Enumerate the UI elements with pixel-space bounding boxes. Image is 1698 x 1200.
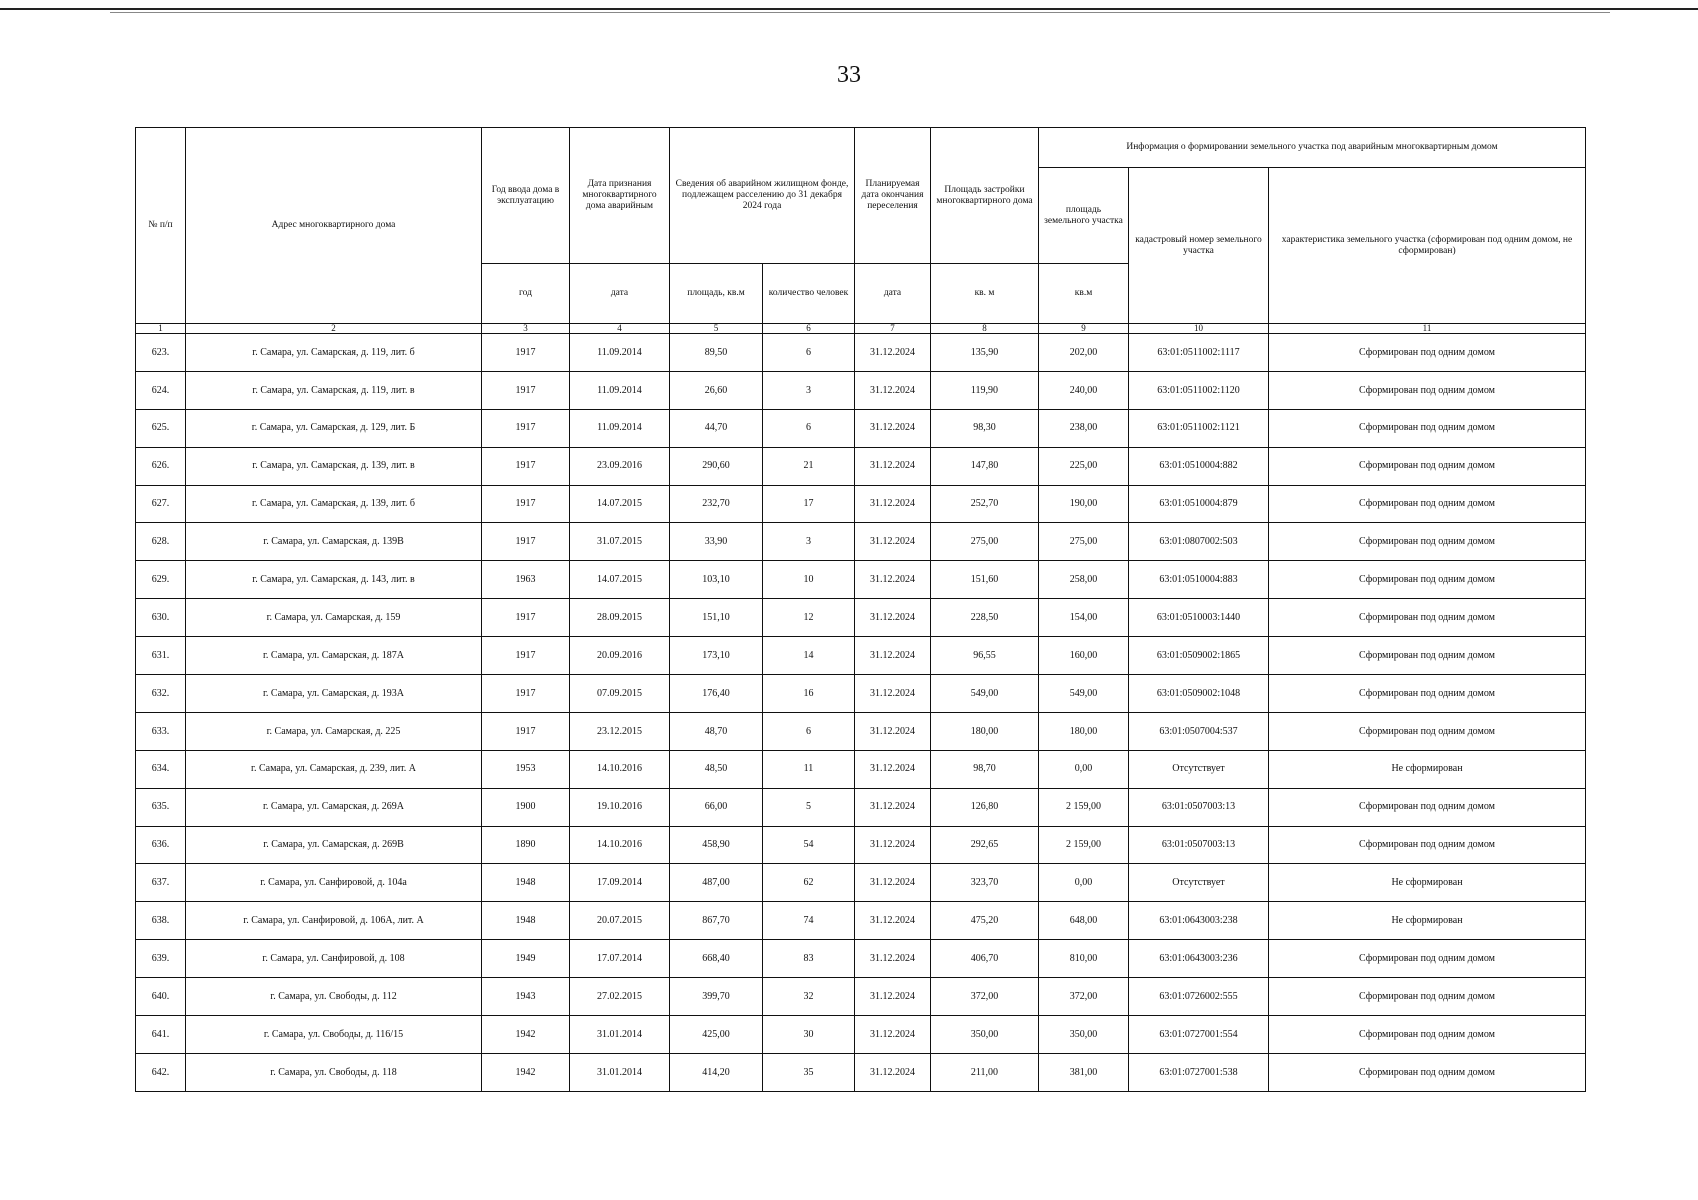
header-address: Адрес многоквартирного дома <box>186 128 482 324</box>
land-area-cell: 372,00 <box>1039 978 1129 1016</box>
building-area-cell: 98,70 <box>931 750 1039 788</box>
land-area-cell: 2 159,00 <box>1039 788 1129 826</box>
land-area-cell: 190,00 <box>1039 485 1129 523</box>
cadastral-cell: 63:01:0510004:879 <box>1129 485 1269 523</box>
planned-date-cell: 31.12.2024 <box>855 788 931 826</box>
table-row <box>136 826 1586 864</box>
people-cell: 74 <box>763 902 855 940</box>
table-row <box>136 637 1586 675</box>
header-land-character: характеристика земельного участка (сформирован под одним домом, не сформирован) <box>1269 168 1586 324</box>
planned-date-cell: 31.12.2024 <box>855 826 931 864</box>
unit-area: площадь, кв.м <box>670 264 763 324</box>
row-number: 623. <box>136 334 186 372</box>
planned-date-cell: 31.12.2024 <box>855 637 931 675</box>
header-land-area: площадь земельного участка <box>1039 168 1129 264</box>
date-cell: 31.01.2014 <box>570 1016 670 1054</box>
planned-date-cell: 31.12.2024 <box>855 940 931 978</box>
people-cell: 21 <box>763 447 855 485</box>
address-cell: г. Самара, ул. Самарская, д. 139, лит. б <box>186 485 482 523</box>
date-cell: 31.07.2015 <box>570 523 670 561</box>
row-number: 632. <box>136 675 186 713</box>
address-cell: г. Самара, ул. Самарская, д. 139В <box>186 523 482 561</box>
planned-date-cell: 31.12.2024 <box>855 712 931 750</box>
area-cell: 867,70 <box>670 902 763 940</box>
land-area-cell: 258,00 <box>1039 561 1129 599</box>
area-cell: 414,20 <box>670 1053 763 1091</box>
building-area-cell: 275,00 <box>931 523 1039 561</box>
table-row <box>136 523 1586 561</box>
area-cell: 89,50 <box>670 334 763 372</box>
land-status-cell: Сформирован под одним домом <box>1269 409 1586 447</box>
people-cell: 6 <box>763 409 855 447</box>
planned-date-cell: 31.12.2024 <box>855 409 931 447</box>
table-row <box>136 750 1586 788</box>
unit-land-area: кв.м <box>1039 264 1129 324</box>
building-area-cell: 292,65 <box>931 826 1039 864</box>
land-area-cell: 275,00 <box>1039 523 1129 561</box>
header-emergency-info: Сведения об аварийном жилищном фонде, подлежащем расселению до 31 декабря 2024 года <box>670 128 855 264</box>
emergency-housing-table <box>135 127 1586 1092</box>
area-cell: 487,00 <box>670 864 763 902</box>
area-cell: 399,70 <box>670 978 763 1016</box>
table-body <box>136 334 1586 1092</box>
land-area-cell: 350,00 <box>1039 1016 1129 1054</box>
cadastral-cell: 63:01:0726002:555 <box>1129 978 1269 1016</box>
date-cell: 11.09.2014 <box>570 371 670 409</box>
column-number: 2 <box>186 324 482 334</box>
land-status-cell: Не сформирован <box>1269 902 1586 940</box>
year-cell: 1948 <box>482 902 570 940</box>
people-cell: 54 <box>763 826 855 864</box>
land-status-cell: Сформирован под одним домом <box>1269 940 1586 978</box>
year-cell: 1917 <box>482 334 570 372</box>
table-row <box>136 447 1586 485</box>
table-row <box>136 1016 1586 1054</box>
row-number: 642. <box>136 1053 186 1091</box>
land-area-cell: 160,00 <box>1039 637 1129 675</box>
cadastral-cell: 63:01:0511002:1120 <box>1129 371 1269 409</box>
land-status-cell: Сформирован под одним домом <box>1269 447 1586 485</box>
address-cell: г. Самара, ул. Самарская, д. 143, лит. в <box>186 561 482 599</box>
building-area-cell: 475,20 <box>931 902 1039 940</box>
table-row <box>136 409 1586 447</box>
header-building-area: Площадь застройки многоквартирного дома <box>931 128 1039 264</box>
building-area-cell: 252,70 <box>931 485 1039 523</box>
date-cell: 07.09.2015 <box>570 675 670 713</box>
table-row <box>136 485 1586 523</box>
land-area-cell: 0,00 <box>1039 864 1129 902</box>
year-cell: 1917 <box>482 637 570 675</box>
cadastral-cell: 63:01:0727001:554 <box>1129 1016 1269 1054</box>
area-cell: 290,60 <box>670 447 763 485</box>
year-cell: 1917 <box>482 447 570 485</box>
unit-year: год <box>482 264 570 324</box>
people-cell: 3 <box>763 371 855 409</box>
date-cell: 27.02.2015 <box>570 978 670 1016</box>
table-row <box>136 561 1586 599</box>
area-cell: 26,60 <box>670 371 763 409</box>
table-row <box>136 978 1586 1016</box>
table-row <box>136 599 1586 637</box>
header-num: № п/п <box>136 128 186 324</box>
land-status-cell: Сформирован под одним домом <box>1269 637 1586 675</box>
people-cell: 3 <box>763 523 855 561</box>
date-cell: 11.09.2014 <box>570 334 670 372</box>
land-status-cell: Не сформирован <box>1269 750 1586 788</box>
row-number: 640. <box>136 978 186 1016</box>
cadastral-cell: 63:01:0511002:1121 <box>1129 409 1269 447</box>
year-cell: 1917 <box>482 485 570 523</box>
area-cell: 48,50 <box>670 750 763 788</box>
column-number: 1 <box>136 324 186 334</box>
building-area-cell: 135,90 <box>931 334 1039 372</box>
land-area-cell: 154,00 <box>1039 599 1129 637</box>
land-status-cell: Сформирован под одним домом <box>1269 561 1586 599</box>
planned-date-cell: 31.12.2024 <box>855 1053 931 1091</box>
column-number: 7 <box>855 324 931 334</box>
land-area-cell: 648,00 <box>1039 902 1129 940</box>
people-cell: 32 <box>763 978 855 1016</box>
date-cell: 17.07.2014 <box>570 940 670 978</box>
year-cell: 1917 <box>482 371 570 409</box>
date-cell: 14.10.2016 <box>570 826 670 864</box>
land-area-cell: 202,00 <box>1039 334 1129 372</box>
people-cell: 30 <box>763 1016 855 1054</box>
planned-date-cell: 31.12.2024 <box>855 371 931 409</box>
cadastral-cell: 63:01:0510003:1440 <box>1129 599 1269 637</box>
row-number: 636. <box>136 826 186 864</box>
address-cell: г. Самара, ул. Самарская, д. 269А <box>186 788 482 826</box>
date-cell: 20.07.2015 <box>570 902 670 940</box>
people-cell: 5 <box>763 788 855 826</box>
column-number: 8 <box>931 324 1039 334</box>
address-cell: г. Самара, ул. Самарская, д. 159 <box>186 599 482 637</box>
people-cell: 62 <box>763 864 855 902</box>
land-status-cell: Сформирован под одним домом <box>1269 523 1586 561</box>
address-cell: г. Самара, ул. Самарская, д. 119, лит. б <box>186 334 482 372</box>
year-cell: 1942 <box>482 1053 570 1091</box>
cadastral-cell: 63:01:0643003:236 <box>1129 940 1269 978</box>
column-number: 6 <box>763 324 855 334</box>
land-status-cell: Сформирован под одним домом <box>1269 978 1586 1016</box>
building-area-cell: 98,30 <box>931 409 1039 447</box>
table-row <box>136 788 1586 826</box>
unit-people: количество человек <box>763 264 855 324</box>
land-area-cell: 549,00 <box>1039 675 1129 713</box>
cadastral-cell: Отсутствует <box>1129 864 1269 902</box>
cadastral-cell: 63:01:0807002:503 <box>1129 523 1269 561</box>
area-cell: 232,70 <box>670 485 763 523</box>
address-cell: г. Самара, ул. Самарская, д. 193А <box>186 675 482 713</box>
table-row <box>136 902 1586 940</box>
land-area-cell: 238,00 <box>1039 409 1129 447</box>
table-row <box>136 334 1586 372</box>
land-status-cell: Сформирован под одним домом <box>1269 485 1586 523</box>
area-cell: 44,70 <box>670 409 763 447</box>
people-cell: 6 <box>763 712 855 750</box>
column-number: 11 <box>1269 324 1586 334</box>
row-number: 630. <box>136 599 186 637</box>
cadastral-cell: 63:01:0643003:238 <box>1129 902 1269 940</box>
table-row <box>136 864 1586 902</box>
building-area-cell: 180,00 <box>931 712 1039 750</box>
year-cell: 1900 <box>482 788 570 826</box>
row-number: 639. <box>136 940 186 978</box>
building-area-cell: 211,00 <box>931 1053 1039 1091</box>
row-number: 638. <box>136 902 186 940</box>
area-cell: 425,00 <box>670 1016 763 1054</box>
area-cell: 173,10 <box>670 637 763 675</box>
land-area-cell: 225,00 <box>1039 447 1129 485</box>
cadastral-cell: 63:01:0510004:882 <box>1129 447 1269 485</box>
building-area-cell: 323,70 <box>931 864 1039 902</box>
header-land-info: Информация о формировании земельного участка под аварийным многоквартирным домом <box>1039 128 1586 168</box>
year-cell: 1943 <box>482 978 570 1016</box>
cadastral-cell: 63:01:0509002:1865 <box>1129 637 1269 675</box>
area-cell: 458,90 <box>670 826 763 864</box>
date-cell: 19.10.2016 <box>570 788 670 826</box>
date-cell: 14.10.2016 <box>570 750 670 788</box>
row-number: 637. <box>136 864 186 902</box>
address-cell: г. Самара, ул. Самарская, д. 129, лит. Б <box>186 409 482 447</box>
year-cell: 1917 <box>482 675 570 713</box>
year-cell: 1949 <box>482 940 570 978</box>
people-cell: 35 <box>763 1053 855 1091</box>
land-area-cell: 0,00 <box>1039 750 1129 788</box>
unit-date: дата <box>570 264 670 324</box>
planned-date-cell: 31.12.2024 <box>855 447 931 485</box>
address-cell: г. Самара, ул. Самарская, д. 239, лит. А <box>186 750 482 788</box>
land-status-cell: Сформирован под одним домом <box>1269 675 1586 713</box>
address-cell: г. Самара, ул. Санфировой, д. 106А, лит. А <box>186 902 482 940</box>
date-cell: 23.09.2016 <box>570 447 670 485</box>
year-cell: 1917 <box>482 599 570 637</box>
address-cell: г. Самара, ул. Свободы, д. 118 <box>186 1053 482 1091</box>
address-cell: г. Самара, ул. Санфировой, д. 104а <box>186 864 482 902</box>
area-cell: 151,10 <box>670 599 763 637</box>
row-number: 641. <box>136 1016 186 1054</box>
year-cell: 1917 <box>482 409 570 447</box>
header-planned-date: Планируемая дата окончания переселения <box>855 128 931 264</box>
column-number: 5 <box>670 324 763 334</box>
header-date-emergency: Дата признания многоквартирного дома аварийным <box>570 128 670 264</box>
land-status-cell: Сформирован под одним домом <box>1269 371 1586 409</box>
cadastral-cell: 63:01:0507003:13 <box>1129 826 1269 864</box>
land-status-cell: Сформирован под одним домом <box>1269 1053 1586 1091</box>
unit-build-area: кв. м <box>931 264 1039 324</box>
planned-date-cell: 31.12.2024 <box>855 485 931 523</box>
building-area-cell: 228,50 <box>931 599 1039 637</box>
area-cell: 66,00 <box>670 788 763 826</box>
area-cell: 48,70 <box>670 712 763 750</box>
building-area-cell: 147,80 <box>931 447 1039 485</box>
cadastral-cell: 63:01:0509002:1048 <box>1129 675 1269 713</box>
address-cell: г. Самара, ул. Самарская, д. 187А <box>186 637 482 675</box>
address-cell: г. Самара, ул. Самарская, д. 269В <box>186 826 482 864</box>
row-number: 633. <box>136 712 186 750</box>
address-cell: г. Самара, ул. Самарская, д. 139, лит. в <box>186 447 482 485</box>
building-area-cell: 350,00 <box>931 1016 1039 1054</box>
planned-date-cell: 31.12.2024 <box>855 902 931 940</box>
year-cell: 1942 <box>482 1016 570 1054</box>
building-area-cell: 119,90 <box>931 371 1039 409</box>
building-area-cell: 96,55 <box>931 637 1039 675</box>
cadastral-cell: 63:01:0507003:13 <box>1129 788 1269 826</box>
scan-top-border-thin <box>110 12 1610 13</box>
people-cell: 6 <box>763 334 855 372</box>
year-cell: 1963 <box>482 561 570 599</box>
land-status-cell: Сформирован под одним домом <box>1269 788 1586 826</box>
cadastral-cell: 63:01:0510004:883 <box>1129 561 1269 599</box>
date-cell: 23.12.2015 <box>570 712 670 750</box>
planned-date-cell: 31.12.2024 <box>855 334 931 372</box>
column-number: 10 <box>1129 324 1269 334</box>
table-row <box>136 940 1586 978</box>
land-status-cell: Не сформирован <box>1269 864 1586 902</box>
date-cell: 11.09.2014 <box>570 409 670 447</box>
people-cell: 14 <box>763 637 855 675</box>
date-cell: 28.09.2015 <box>570 599 670 637</box>
page-number: 33 <box>837 62 861 88</box>
people-cell: 12 <box>763 599 855 637</box>
area-cell: 176,40 <box>670 675 763 713</box>
people-cell: 83 <box>763 940 855 978</box>
header-year-built: Год ввода дома в эксплуатацию <box>482 128 570 264</box>
area-cell: 668,40 <box>670 940 763 978</box>
row-number: 627. <box>136 485 186 523</box>
land-area-cell: 381,00 <box>1039 1053 1129 1091</box>
planned-date-cell: 31.12.2024 <box>855 523 931 561</box>
year-cell: 1890 <box>482 826 570 864</box>
unit-plan-date: дата <box>855 264 931 324</box>
date-cell: 14.07.2015 <box>570 485 670 523</box>
scan-top-border <box>0 8 1698 10</box>
header-cadastral: кадастровый номер земельного участка <box>1129 168 1269 324</box>
people-cell: 17 <box>763 485 855 523</box>
row-number: 629. <box>136 561 186 599</box>
land-area-cell: 240,00 <box>1039 371 1129 409</box>
building-area-cell: 549,00 <box>931 675 1039 713</box>
cadastral-cell: 63:01:0727001:538 <box>1129 1053 1269 1091</box>
land-status-cell: Сформирован под одним домом <box>1269 599 1586 637</box>
land-area-cell: 180,00 <box>1039 712 1129 750</box>
column-number: 3 <box>482 324 570 334</box>
year-cell: 1953 <box>482 750 570 788</box>
building-area-cell: 406,70 <box>931 940 1039 978</box>
planned-date-cell: 31.12.2024 <box>855 864 931 902</box>
address-cell: г. Самара, ул. Самарская, д. 119, лит. в <box>186 371 482 409</box>
area-cell: 33,90 <box>670 523 763 561</box>
date-cell: 14.07.2015 <box>570 561 670 599</box>
year-cell: 1917 <box>482 712 570 750</box>
year-cell: 1948 <box>482 864 570 902</box>
table-row <box>136 712 1586 750</box>
building-area-cell: 372,00 <box>931 978 1039 1016</box>
planned-date-cell: 31.12.2024 <box>855 978 931 1016</box>
land-area-cell: 2 159,00 <box>1039 826 1129 864</box>
people-cell: 16 <box>763 675 855 713</box>
address-cell: г. Самара, ул. Свободы, д. 116/15 <box>186 1016 482 1054</box>
address-cell: г. Самара, ул. Свободы, д. 112 <box>186 978 482 1016</box>
table-row <box>136 675 1586 713</box>
cadastral-cell: 63:01:0507004:537 <box>1129 712 1269 750</box>
area-cell: 103,10 <box>670 561 763 599</box>
column-number-row <box>136 324 1586 334</box>
row-number: 624. <box>136 371 186 409</box>
year-cell: 1917 <box>482 523 570 561</box>
people-cell: 10 <box>763 561 855 599</box>
people-cell: 11 <box>763 750 855 788</box>
planned-date-cell: 31.12.2024 <box>855 599 931 637</box>
land-status-cell: Сформирован под одним домом <box>1269 826 1586 864</box>
building-area-cell: 126,80 <box>931 788 1039 826</box>
planned-date-cell: 31.12.2024 <box>855 561 931 599</box>
building-area-cell: 151,60 <box>931 561 1039 599</box>
row-number: 634. <box>136 750 186 788</box>
planned-date-cell: 31.12.2024 <box>855 675 931 713</box>
row-number: 635. <box>136 788 186 826</box>
planned-date-cell: 31.12.2024 <box>855 750 931 788</box>
land-area-cell: 810,00 <box>1039 940 1129 978</box>
cadastral-cell: 63:01:0511002:1117 <box>1129 334 1269 372</box>
address-cell: г. Самара, ул. Санфировой, д. 108 <box>186 940 482 978</box>
table-row <box>136 1053 1586 1091</box>
cadastral-cell: Отсутствует <box>1129 750 1269 788</box>
date-cell: 17.09.2014 <box>570 864 670 902</box>
planned-date-cell: 31.12.2024 <box>855 1016 931 1054</box>
date-cell: 31.01.2014 <box>570 1053 670 1091</box>
row-number: 626. <box>136 447 186 485</box>
row-number: 628. <box>136 523 186 561</box>
date-cell: 20.09.2016 <box>570 637 670 675</box>
row-number: 625. <box>136 409 186 447</box>
land-status-cell: Сформирован под одним домом <box>1269 334 1586 372</box>
table-row <box>136 371 1586 409</box>
land-status-cell: Сформирован под одним домом <box>1269 1016 1586 1054</box>
column-number: 4 <box>570 324 670 334</box>
row-number: 631. <box>136 637 186 675</box>
land-status-cell: Сформирован под одним домом <box>1269 712 1586 750</box>
column-number: 9 <box>1039 324 1129 334</box>
address-cell: г. Самара, ул. Самарская, д. 225 <box>186 712 482 750</box>
